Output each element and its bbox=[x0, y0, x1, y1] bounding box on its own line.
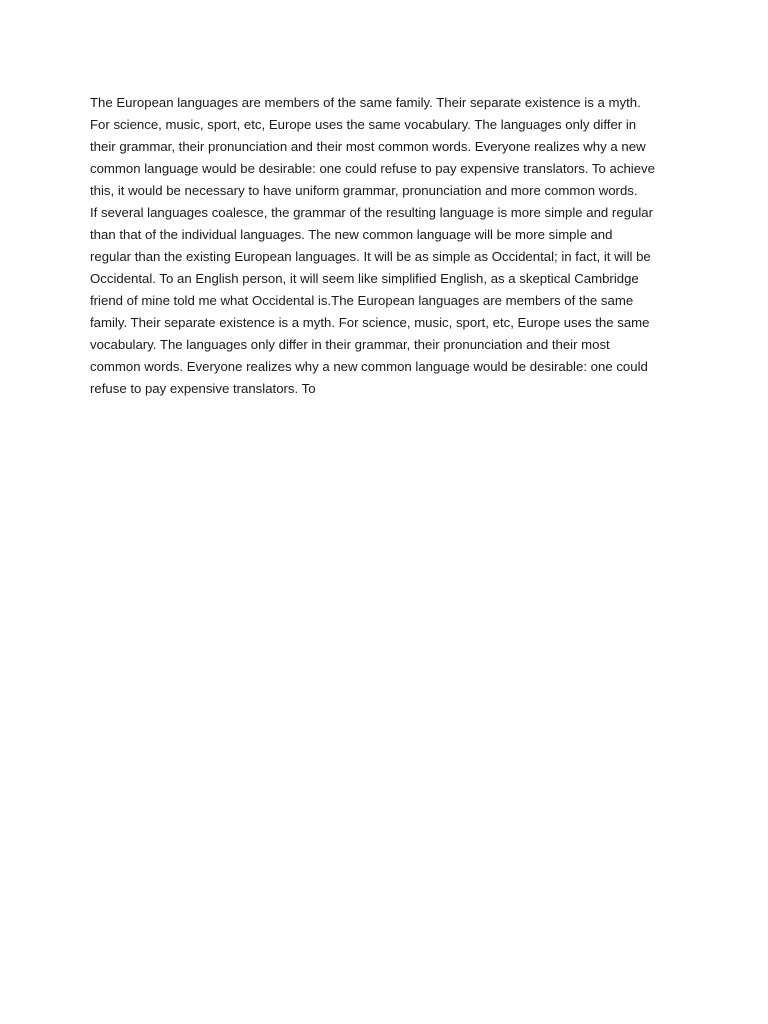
text-line: common language would be desirable: one could refuse to pay expensive translators. To achieve bbox=[90, 161, 655, 176]
text-line: refuse to pay expensive translators. To bbox=[90, 381, 316, 396]
text-line: For science, music, sport, etc, Europe uses the same vocabulary. The languages only differ in bbox=[90, 117, 637, 132]
text-line: If several languages coalesce, the grammar of the resulting language is more simple and regular bbox=[90, 205, 653, 220]
text-line: friend of mine told me what Occidental is.The European languages are members of the same bbox=[90, 293, 634, 308]
text-line: this, it would be necessary to have uniform grammar, pronunciation and more common words. bbox=[90, 183, 638, 198]
text-line: regular than the existing European languages. It will be as simple as Occidental; in fact, it will be bbox=[90, 249, 651, 264]
text-line: The European languages are members of the same family. Their separate existence is a myth. bbox=[90, 95, 641, 110]
text-line: than that of the individual languages. The new common language will be more simple and bbox=[90, 227, 613, 242]
text-line: their grammar, their pronunciation and their most common words. Everyone realizes why a new bbox=[90, 139, 646, 154]
text-line: common words. Everyone realizes why a new common language would be desirable: one could bbox=[90, 359, 648, 374]
text-line: family. Their separate existence is a myth. For science, music, sport, etc, Europe uses the same bbox=[90, 315, 650, 330]
body-paragraph bbox=[90, 92, 690, 400]
text-line: Occidental. To an English person, it will seem like simplified English, as a skeptical Cambridge bbox=[90, 271, 639, 286]
text-line: vocabulary. The languages only differ in their grammar, their pronunciation and their most bbox=[90, 337, 610, 352]
